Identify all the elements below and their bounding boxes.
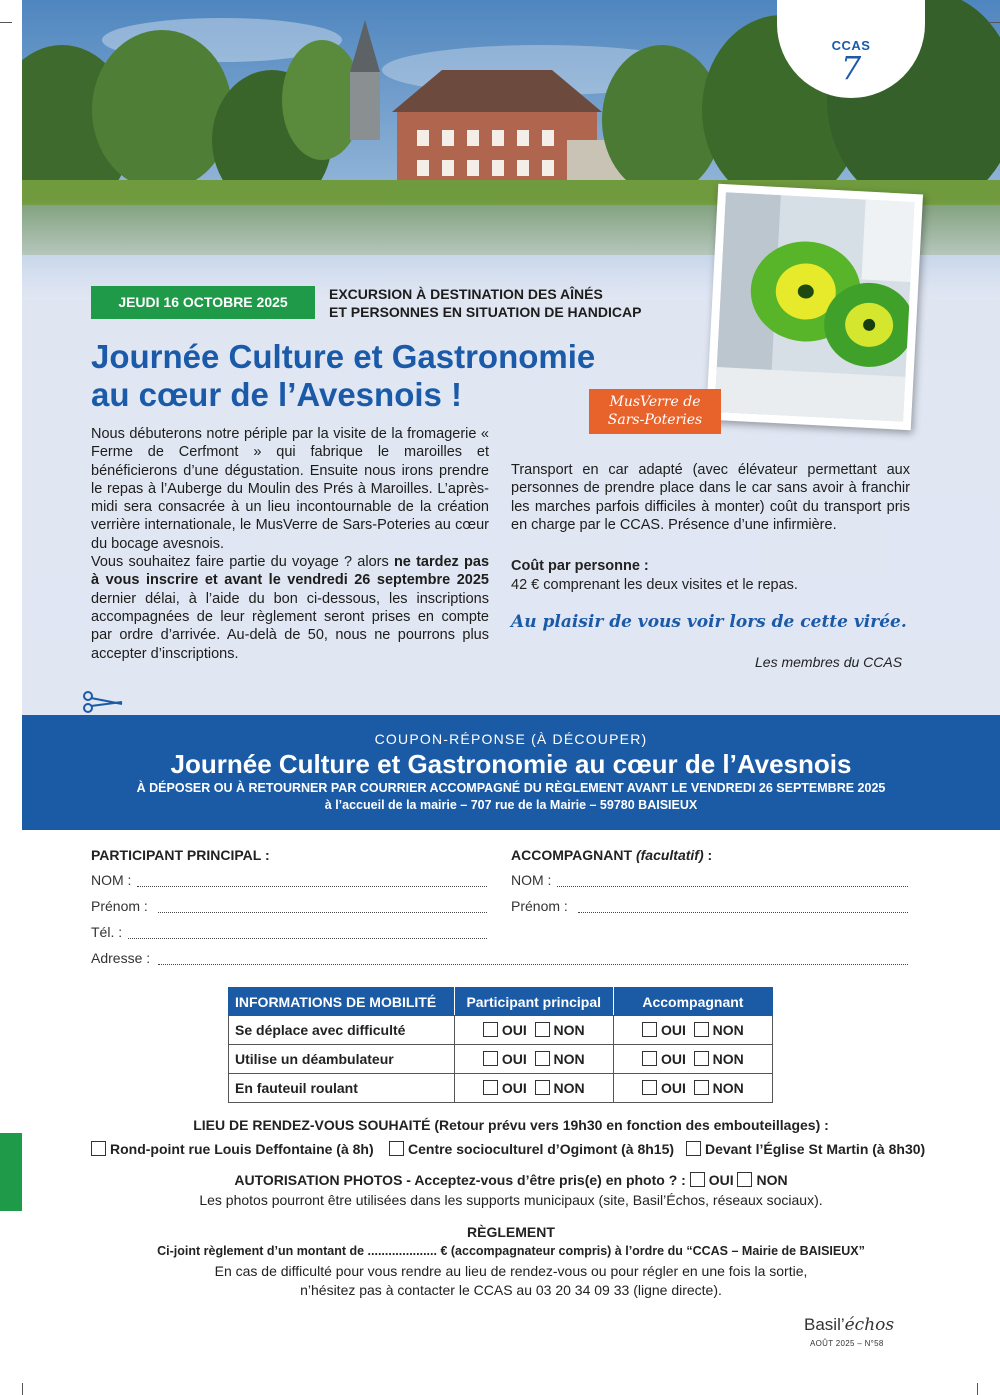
checkbox-oui[interactable] — [642, 1080, 657, 1095]
main-adresse-label: Adresse : — [91, 950, 151, 966]
crop-mark — [988, 22, 1000, 23]
title-line-1: Journée Culture et Gastronomie — [91, 338, 596, 375]
oui-label: OUI — [501, 1080, 527, 1096]
green-edge-marker — [0, 1133, 22, 1211]
article-body-left — [91, 425, 489, 663]
companion-nom-label: NOM : — [511, 872, 552, 888]
magazine-logo — [804, 1315, 894, 1335]
checkbox-oui[interactable] — [690, 1172, 705, 1187]
companion-prenom-field[interactable] — [578, 912, 908, 913]
main-prenom-label: Prénom : — [91, 898, 148, 914]
glass-artwork-illustration — [714, 192, 914, 422]
photo-question: AUTORISATION PHOTOS - Acceptez-vous d’être pris(e) en photo ? : — [234, 1172, 686, 1188]
rdv-title: LIEU DE RENDEZ-VOUS SOUHAITÉ (Retour prévu vers 19h30 en fonction des embouteillages) : — [193, 1117, 829, 1133]
checkbox-oui[interactable] — [483, 1022, 498, 1037]
companion-choice — [613, 1074, 772, 1103]
photo-note: Les photos pourront être utilisées dans les supports municipaux (site, Basil’Échos, réseaux sociaux). — [199, 1192, 823, 1208]
crop-mark — [0, 22, 12, 23]
non-label: NON — [756, 1172, 788, 1188]
photo-authorisation — [22, 1172, 1000, 1188]
title-line-2: au cœur de l’Avesnois ! — [91, 376, 463, 413]
table-row — [229, 1074, 773, 1103]
non-label: NON — [553, 1022, 585, 1038]
checkbox[interactable] — [686, 1141, 701, 1156]
non-label: NON — [553, 1080, 585, 1096]
oui-label: OUI — [501, 1051, 527, 1067]
event-date-tag: JEUDI 16 OCTOBRE 2025 — [91, 286, 315, 319]
transport-paragraph: Transport en car adapté (avec élévateur permettant aux personnes de prendre place dans le car sans avoir à franchir les marches parfois difficiles à monter) coût du transport pris en charge par le CCAS. Présence d’une infirmière. — [511, 462, 910, 533]
mobility-header-participant: Participant principal — [454, 988, 613, 1016]
crop-mark — [977, 1383, 978, 1395]
checkbox[interactable] — [91, 1141, 106, 1156]
companion-prenom-label: Prénom : — [511, 898, 568, 914]
logo-part-1: Basil’ — [804, 1315, 845, 1334]
photo-caption-line-2: Sars-Poteries — [607, 412, 703, 428]
rdv-option-label: Centre socioculturel d’Ogimont (à 8h15) — [408, 1141, 675, 1157]
oui-label: OUI — [661, 1051, 686, 1067]
main-tel-field[interactable] — [128, 938, 487, 939]
companion-heading — [511, 847, 712, 863]
payment-line-3: n’hésitez pas à contacter le CCAS au 03 20 34 09 33 (ligne directe). — [300, 1282, 722, 1298]
issue-info: AOÛT 2025 – N°58 — [810, 1339, 884, 1348]
coupon-title: Journée Culture et Gastronomie au cœur de l’Avesnois — [170, 749, 852, 779]
signup-text-end: dernier délai, à l’aide du bon ci-dessous, les inscriptions accompagnées de leur règlement seront prises en compte par ordre d’arrivée. Au-delà de 50, nous ne pourrons plus accepter d’inscriptions. — [91, 590, 489, 662]
mobility-header-row — [229, 988, 773, 1016]
rdv-option-1[interactable] — [91, 1141, 374, 1157]
signup-text-start: Vous souhaitez faire partie du voyage ? alors — [91, 554, 394, 571]
section-label: CCAS — [831, 38, 871, 53]
oui-label: OUI — [708, 1172, 734, 1188]
signup-paragraph — [91, 553, 489, 663]
logo-part-2: échos — [844, 1315, 895, 1335]
mobility-row-label: Se déplace avec difficulté — [229, 1016, 455, 1045]
coupon-banner — [22, 715, 1000, 830]
crop-mark — [22, 1383, 23, 1395]
intro-paragraph: Nous débuterons notre périple par la visite de la fromagerie « Ferme de Cerfmont » qui fabrique le maroilles et bénéficierons d’une dégustation. Ensuite nous irons prendre le repas à l’Auberge du Moulin des Prés à Maroilles. L’après-midi sera consacrée à un lieu incontournable de la création verrière internationale, le MusVerre de Sars-Poteries au cœur du bocage avesnois. — [91, 426, 489, 552]
main-tel-label: Tél. : — [91, 924, 123, 940]
participant-choice — [454, 1074, 613, 1103]
oui-label: OUI — [661, 1080, 686, 1096]
non-label: NON — [553, 1051, 585, 1067]
companion-nom-field[interactable] — [557, 886, 908, 887]
coupon-instruction: À DÉPOSER OU À RETOURNER PAR COURRIER ACCOMPAGNÉ DU RÈGLEMENT AVANT LE VENDREDI 26 SEPTEMBRE 2025 — [136, 781, 886, 795]
rdv-option-label: Rond-point rue Louis Deffontaine (à 8h) — [110, 1141, 374, 1157]
rdv-option-label: Devant l’Église St Martin (à 8h30) — [705, 1141, 926, 1157]
non-label: NON — [712, 1051, 744, 1067]
main-nom-label: NOM : — [91, 872, 132, 888]
main-participant-heading: PARTICIPANT PRINCIPAL : — [91, 847, 270, 863]
participant-choice — [454, 1016, 613, 1045]
mobility-header-info: INFORMATIONS DE MOBILITÉ — [229, 988, 455, 1016]
companion-choice — [613, 1045, 772, 1074]
checkbox-oui[interactable] — [642, 1022, 657, 1037]
scissors-icon — [82, 690, 124, 714]
checkbox-oui[interactable] — [483, 1051, 498, 1066]
checkbox-non[interactable] — [694, 1080, 709, 1095]
signup-deadline: ne tardez pas à vous inscrire et avant le vendredi 26 septembre 2025 — [91, 554, 490, 589]
musverre-photo — [706, 184, 923, 430]
rdv-option-2[interactable] — [389, 1141, 674, 1157]
companion-heading-colon: : — [703, 847, 713, 863]
photo-caption-line-1: MusVerre de — [609, 394, 701, 410]
checkbox-non[interactable] — [694, 1022, 709, 1037]
excursion-subtitle — [329, 285, 641, 321]
companion-optional: (facultatif) — [635, 847, 704, 863]
mobility-table — [228, 987, 773, 1103]
table-row — [229, 1016, 773, 1045]
cost-text: 42 € comprenant les deux visites et le repas. — [511, 577, 798, 593]
checkbox[interactable] — [389, 1141, 404, 1156]
article-body-right — [511, 461, 910, 534]
checkbox-non[interactable] — [535, 1080, 550, 1095]
slogan: Au plaisir de vous voir lors de cette virée. — [511, 612, 907, 632]
photo-caption — [589, 389, 721, 434]
companion-choice — [613, 1016, 772, 1045]
mobility-header-companion: Accompagnant — [613, 988, 772, 1016]
main-nom-field[interactable] — [137, 886, 487, 887]
companion-heading-text: ACCOMPAGNANT — [511, 847, 636, 863]
signature: Les membres du CCAS — [755, 654, 903, 670]
main-prenom-field[interactable] — [158, 912, 487, 913]
mobility-row-label: Utilise un déambulateur — [229, 1045, 455, 1074]
checkbox-non[interactable] — [737, 1172, 752, 1187]
participant-choice — [454, 1045, 613, 1074]
article-title — [91, 338, 595, 414]
non-label: NON — [712, 1022, 744, 1038]
coupon-address: à l’accueil de la mairie – 707 rue de la Mairie – 59780 BAISIEUX — [324, 798, 698, 812]
coupon-label: COUPON-RÉPONSE (À DÉCOUPER) — [374, 731, 648, 747]
oui-label: OUI — [661, 1022, 686, 1038]
mobility-row-label: En fauteuil roulant — [229, 1074, 455, 1103]
checkbox-non[interactable] — [535, 1051, 550, 1066]
payment-line-1: Ci-joint règlement d’un montant de .................... € (accompagnateur compris) à l’ordre du “CCAS – Mairie de BAISIEUX” — [157, 1244, 865, 1258]
checkbox-non[interactable] — [535, 1022, 550, 1037]
excursion-line-1: EXCURSION À DESTINATION DES AÎNÉS — [329, 286, 603, 302]
checkbox-non[interactable] — [694, 1051, 709, 1066]
table-row — [229, 1045, 773, 1074]
payment-line-2: En cas de difficulté pour vous rendre au lieu de rendez-vous ou pour régler en une fois la sortie, — [214, 1263, 808, 1279]
main-adresse-field[interactable] — [158, 964, 908, 965]
excursion-line-2: ET PERSONNES EN SITUATION DE HANDICAP — [329, 304, 642, 320]
cost-title: Coût par personne : — [511, 558, 649, 574]
checkbox-oui[interactable] — [642, 1051, 657, 1066]
oui-label: OUI — [501, 1022, 527, 1038]
rdv-option-3[interactable] — [686, 1141, 925, 1157]
payment-title: RÈGLEMENT — [467, 1224, 555, 1240]
page-number: 7 — [840, 49, 862, 87]
checkbox-oui[interactable] — [483, 1080, 498, 1095]
non-label: NON — [712, 1080, 744, 1096]
